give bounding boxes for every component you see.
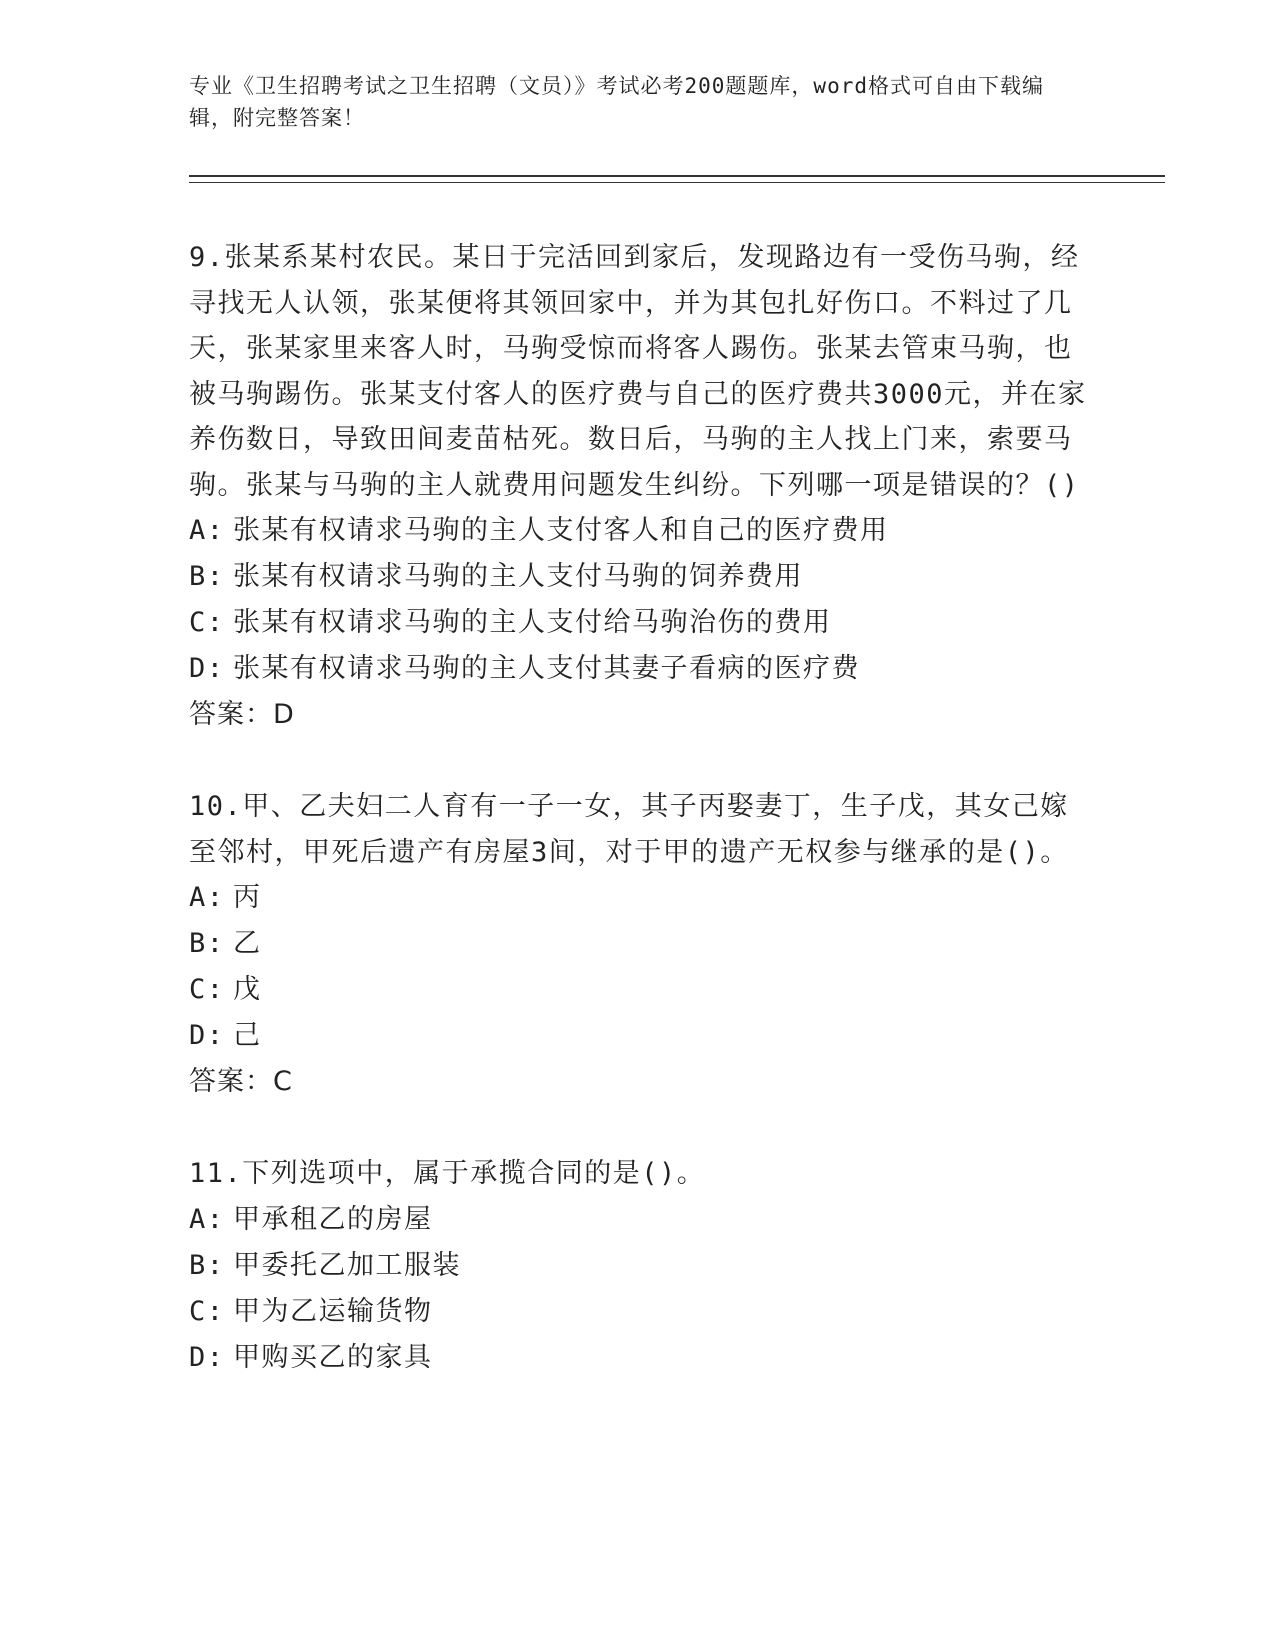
option-key: B: bbox=[189, 928, 225, 959]
option-key: D: bbox=[189, 1341, 225, 1373]
option-key: A: bbox=[189, 1203, 225, 1235]
option-a bbox=[189, 1197, 1089, 1243]
question-stem: 9.张某系某村农民。某日于完活回到家后，发现路边有一受伤马驹，经寻找无人认领，张某便将其领回家中，并为其包扎好伤口。不料过了几天，张某家里来客人时，马驹受惊而将客人踢伤。张某去管束马驹，也被马驹踢伤。张某支付客人的医疗费与自己的医疗费共3000元，并在家养伤数日，导致田间麦苗枯死。数日后，马驹的主人找上门来，索要马驹。张某与马驹的主人就费用问题发生纠纷。下列哪一项是错误的？() bbox=[189, 242, 1087, 501]
option-d bbox=[189, 1013, 1089, 1059]
option-text: 己 bbox=[233, 1020, 262, 1051]
option-a bbox=[189, 875, 1089, 921]
option-d bbox=[189, 1335, 1089, 1381]
option-c bbox=[189, 1289, 1089, 1335]
option-text: 张某有权请求马驹的主人支付其妻子看病的医疗费 bbox=[233, 653, 860, 684]
option-key: B: bbox=[189, 561, 225, 592]
option-text: 甲购买乙的家具 bbox=[233, 1341, 433, 1373]
option-b bbox=[189, 554, 1089, 600]
option-key: D: bbox=[189, 653, 225, 684]
option-key: A: bbox=[189, 515, 225, 546]
option-c bbox=[189, 967, 1089, 1013]
option-text: 甲为乙运输货物 bbox=[233, 1295, 433, 1327]
question-11 bbox=[189, 1151, 1089, 1381]
option-c bbox=[189, 600, 1089, 646]
option-text: 丙 bbox=[233, 882, 262, 913]
option-key: D: bbox=[189, 1020, 225, 1051]
option-text: 甲委托乙加工服装 bbox=[233, 1249, 461, 1281]
option-b bbox=[189, 1243, 1089, 1289]
question-stem: 11.下列选项中，属于承揽合同的是()。 bbox=[189, 1158, 706, 1189]
option-b bbox=[189, 921, 1089, 967]
option-text: 张某有权请求马驹的主人支付客人和自己的医疗费用 bbox=[233, 515, 889, 546]
question-stem: 10.甲、乙夫妇二人育有一子一女，其子丙娶妻丁，生子戊，其女己嫁至邻村，甲死后遗产有房屋3间，对于甲的遗产无权参与继承的是()。 bbox=[189, 791, 1069, 868]
option-key: C: bbox=[189, 1295, 225, 1327]
question-list bbox=[189, 235, 1089, 1427]
option-text: 张某有权请求马驹的主人支付马驹的饲养费用 bbox=[233, 561, 803, 592]
question-9 bbox=[189, 235, 1089, 738]
answer-label: 答案：C bbox=[189, 1066, 293, 1097]
option-text: 乙 bbox=[233, 928, 262, 959]
option-text: 甲承租乙的房屋 bbox=[233, 1203, 433, 1235]
question-10 bbox=[189, 784, 1089, 1105]
document-header: 专业《卫生招聘考试之卫生招聘（文员）》考试必考200题题库，word格式可自由下载编辑，附完整答案！ bbox=[189, 74, 1044, 130]
header-divider-thick bbox=[189, 175, 1165, 177]
option-text: 张某有权请求马驹的主人支付给马驹治伤的费用 bbox=[233, 607, 832, 638]
option-a bbox=[189, 508, 1089, 554]
option-key: C: bbox=[189, 607, 225, 638]
option-key: C: bbox=[189, 974, 225, 1005]
header-divider-thin bbox=[189, 182, 1165, 183]
answer-label: 答案：D bbox=[189, 699, 295, 730]
option-d bbox=[189, 646, 1089, 692]
option-text: 戊 bbox=[233, 974, 262, 1005]
option-key: B: bbox=[189, 1249, 225, 1281]
option-key: A: bbox=[189, 882, 225, 913]
